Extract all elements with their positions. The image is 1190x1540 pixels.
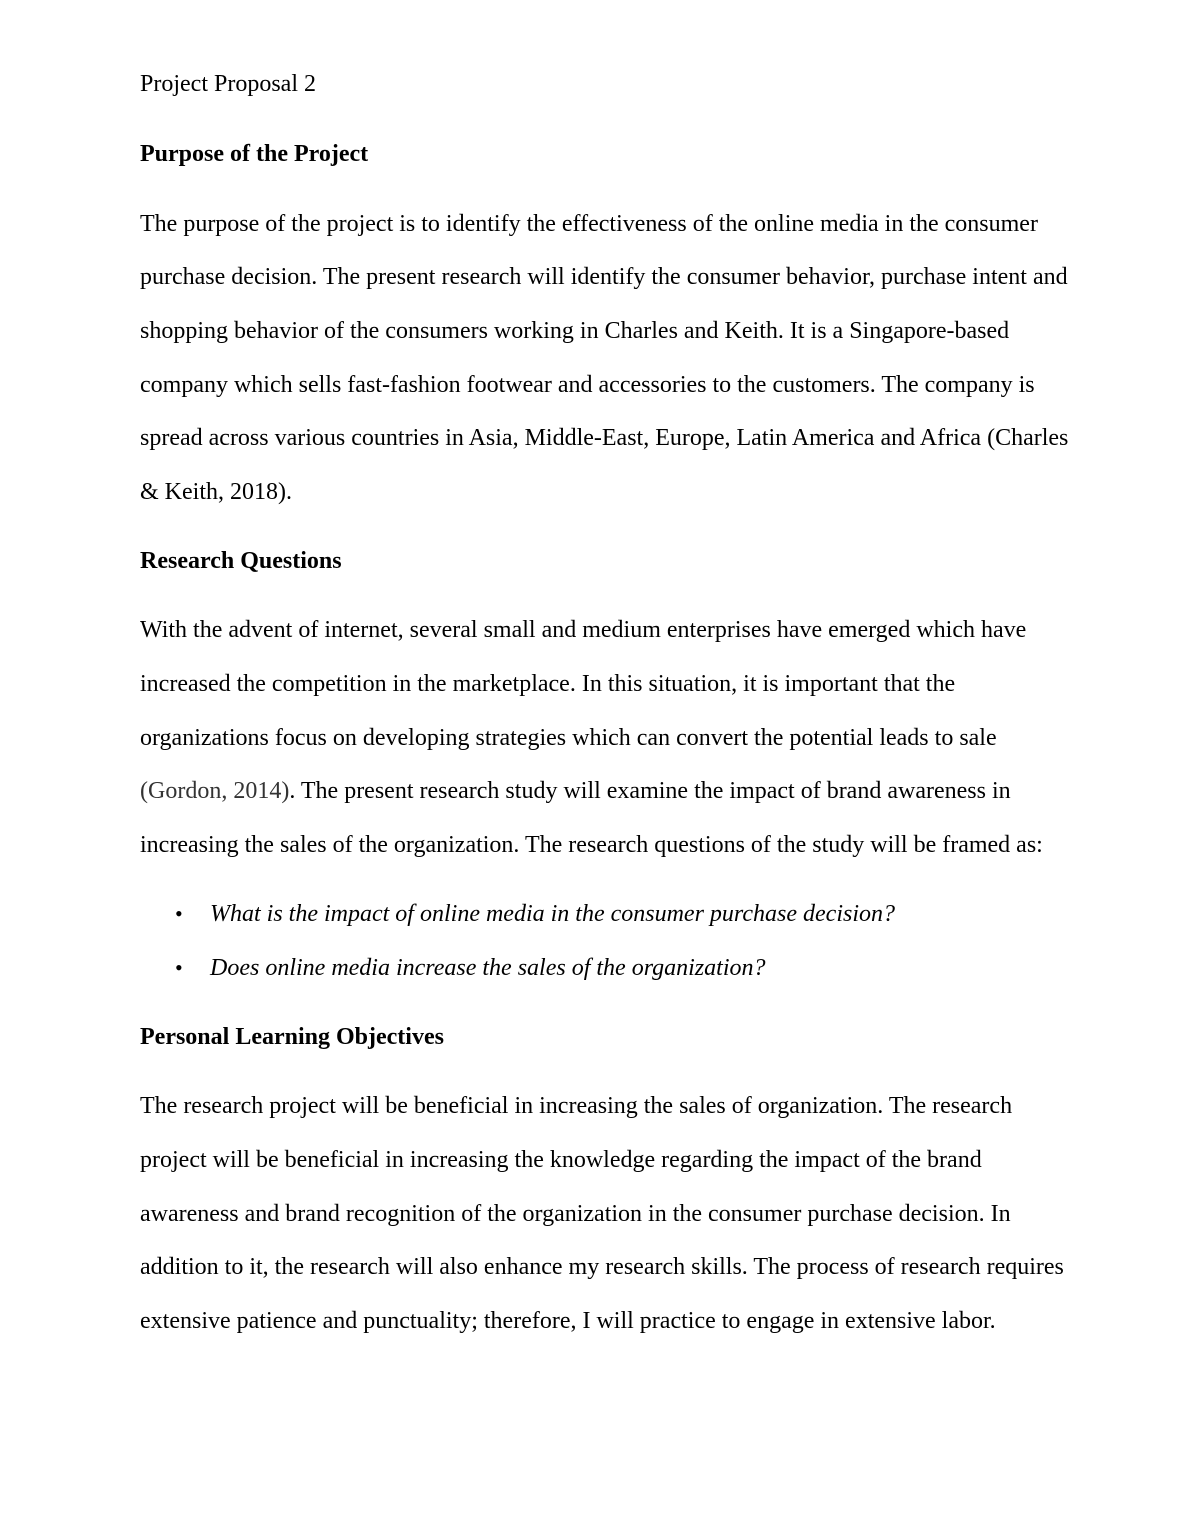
- research-line: [140, 776, 1011, 806]
- purpose-line: & Keith, 2018).: [140, 479, 292, 505]
- research-line: increasing the sales of the organization. The research questions of the study will be framed as:: [140, 832, 1043, 858]
- learning-line: project will be beneficial in increasing the knowledge regarding the impact of the brand: [140, 1147, 982, 1173]
- learning-line: awareness and brand recognition of the organization in the consumer purchase decision. In: [140, 1201, 1011, 1227]
- research-line-rest: . The present research study will examine the impact of brand awareness in: [289, 778, 1011, 804]
- purpose-line: purchase decision. The present research will identify the consumer behavior, purchase intent and: [140, 264, 1068, 290]
- bullet-icon: •: [175, 901, 183, 926]
- heading-purpose: Purpose of the Project: [140, 141, 369, 167]
- purpose-line: The purpose of the project is to identify the effectiveness of the online media in the consumer: [140, 211, 1038, 237]
- purpose-line: spread across various countries in Asia, Middle-East, Europe, Latin America and Africa (Charles: [140, 425, 1069, 451]
- bullet-icon: •: [175, 955, 183, 980]
- running-head: Project Proposal 2: [140, 71, 316, 97]
- research-line: organizations focus on developing strategies which can convert the potential leads to sale: [140, 725, 997, 751]
- learning-line: extensive patience and punctuality; therefore, I will practice to engage in extensive labor.: [140, 1308, 996, 1334]
- purpose-line: shopping behavior of the consumers working in Charles and Keith. It is a Singapore-based: [140, 318, 1010, 344]
- research-question: Does online media increase the sales of the organization?: [210, 955, 766, 981]
- research-line: increased the competition in the marketplace. In this situation, it is important that the: [140, 671, 956, 697]
- purpose-line: company which sells fast-fashion footwear and accessories to the customers. The company is: [140, 372, 1035, 398]
- heading-learning-objectives: Personal Learning Objectives: [140, 1024, 444, 1050]
- citation-gordon: (Gordon, 2014): [140, 778, 290, 804]
- research-question: What is the impact of online media in the consumer purchase decision?: [210, 901, 895, 927]
- heading-research-questions: Research Questions: [140, 548, 342, 574]
- learning-line: addition to it, the research will also enhance my research skills. The process of research requires: [140, 1254, 1064, 1280]
- research-line: With the advent of internet, several small and medium enterprises have emerged which have: [140, 617, 1027, 643]
- learning-line: The research project will be beneficial in increasing the sales of organization. The research: [140, 1093, 1013, 1119]
